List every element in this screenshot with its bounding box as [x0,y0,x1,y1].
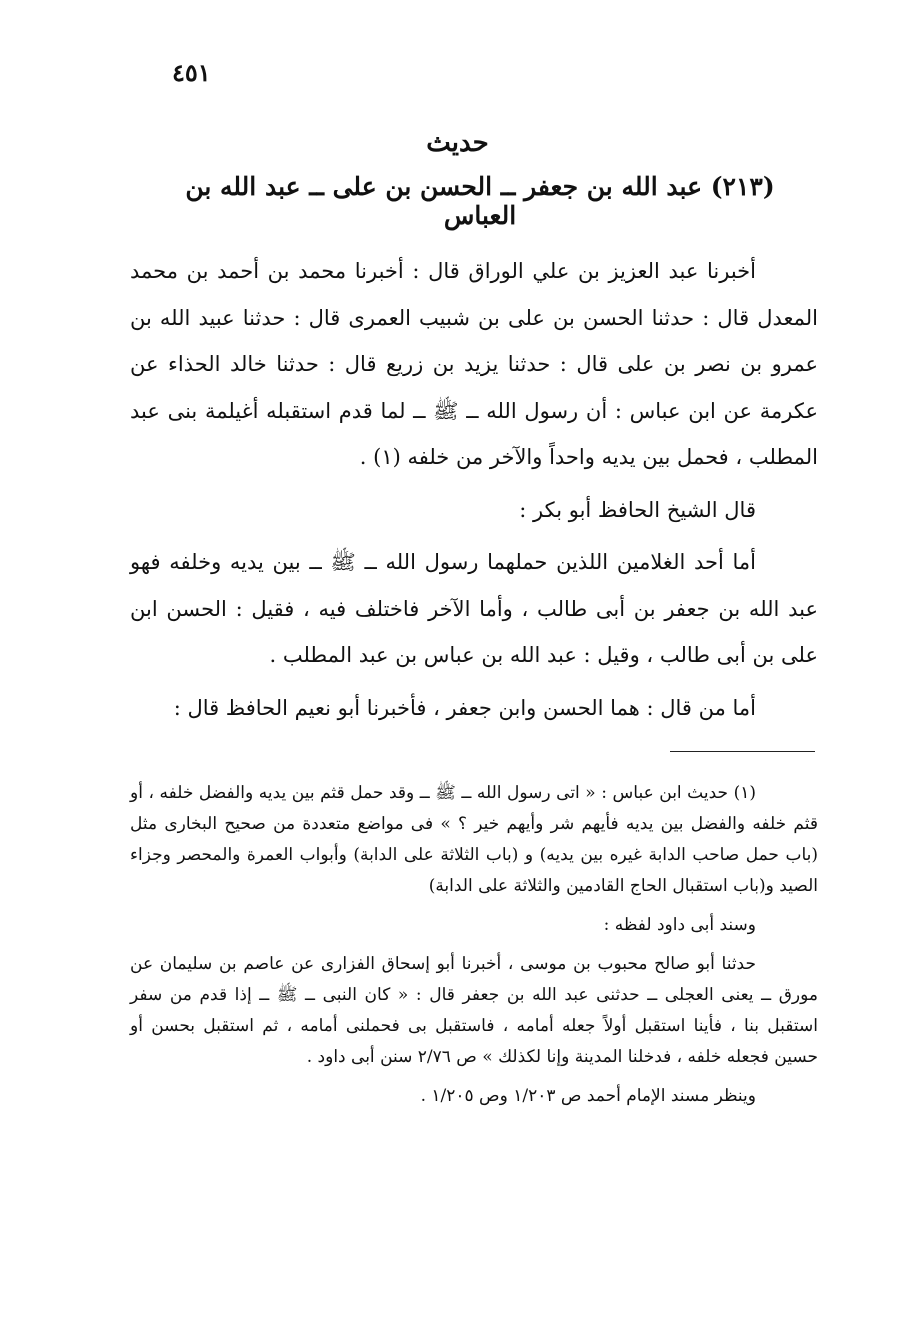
footnote-abu-dawud-text: حدثنا أبو صالح محبوب بن موسى ، أخبرنا أبو إسحاق الفزارى عن عاصم بن سليمان عن مورق ــ يعنى العجلى ــ حدثنى عبد الله بن جعفر قال : « كان النبى ــ ﷺ ــ إذا قدم من سفر استقبل بنا ، فأينا استقبل أولاً جعله أمامه ، فاستقبل بى فحملنى أمامه ، ثم استقبل بحسن أو حسين فجعله خلفه ، فدخلنا المدينة وإنا لكذلك » ص ٢/٧٦ سنن أبى داود . [130,954,818,1067]
paragraph-explanation: أما أحد الغلامين اللذين حملهما رسول الله ــ ﷺ ــ بين يديه وخلفه فهو عبد الله بن جعفر بن أبى طالب ، وأما الآخر فاختلف فيه ، فقيل : الحسن ابن على بن أبى طالب ، وقيل : عبد الله بن عباس بن عبد المطلب . [130,550,818,667]
paragraph-sheikh-said: قال الشيخ الحافظ أبو بكر : [519,497,756,522]
section-heading: حديث [426,128,489,158]
footnote-separator [670,751,815,752]
page-number: ٤٥١ [172,58,211,87]
paragraph-isnad: أخبرنا عبد العزيز بن علي الوراق قال : أخبرنا محمد بن أحمد بن محمد المعدل قال : حدثنا الحسن بن على بن شبيب العمرى قال : حدثنا عبيد الله بن عمرو بن نصر بن على قال : حدثنا يزيد بن زريع قال : حدثنا خالد الحذاء عن عكرمة عن ابن عباس : أن رسول الله ــ ﷺ ــ لما قدم استقبله أغيلمة بنى عبد المطلب ، فحمل بين يديه واحداً والآخر من خلفه (١) . [130,259,818,469]
footnote-ahmad-reference: وينظر مسند الإمام أحمد ص ١/٢٠٣ وص ١/٢٠٥ . [420,1086,756,1106]
main-text [130,248,818,731]
footnotes [130,778,818,1112]
paragraph-continuation: أما من قال : هما الحسن وابن جعفر ، فأخبرنا أبو نعيم الحافظ قال : [173,695,756,720]
footnote-abu-dawud-intro: وسند أبى داود لفظه : [603,915,756,935]
footnote-1: (١) حديث ابن عباس : « اتى رسول الله ــ ﷺ ــ وقد حمل قثم بين يديه والفضل خلفه ، أو قثم خلفه والفضل بين يديه فأيهم شر وأيهم خير ؟ » فى مواضع متعددة من صحيح البخارى مثل (باب حمل صاحب الدابة غيره بين يديه) و (باب الثلاثة على الدابة) وأبواب العمرة والمحصر وجزاء الصيد و(باب استقبال الحاج القادمين والثلاثة على الدابة) [130,783,818,896]
hadith-title: (٢١٣) عبد الله بن جعفر ــ الحسن بن على ــ عبد الله بن العباس [185,172,775,230]
